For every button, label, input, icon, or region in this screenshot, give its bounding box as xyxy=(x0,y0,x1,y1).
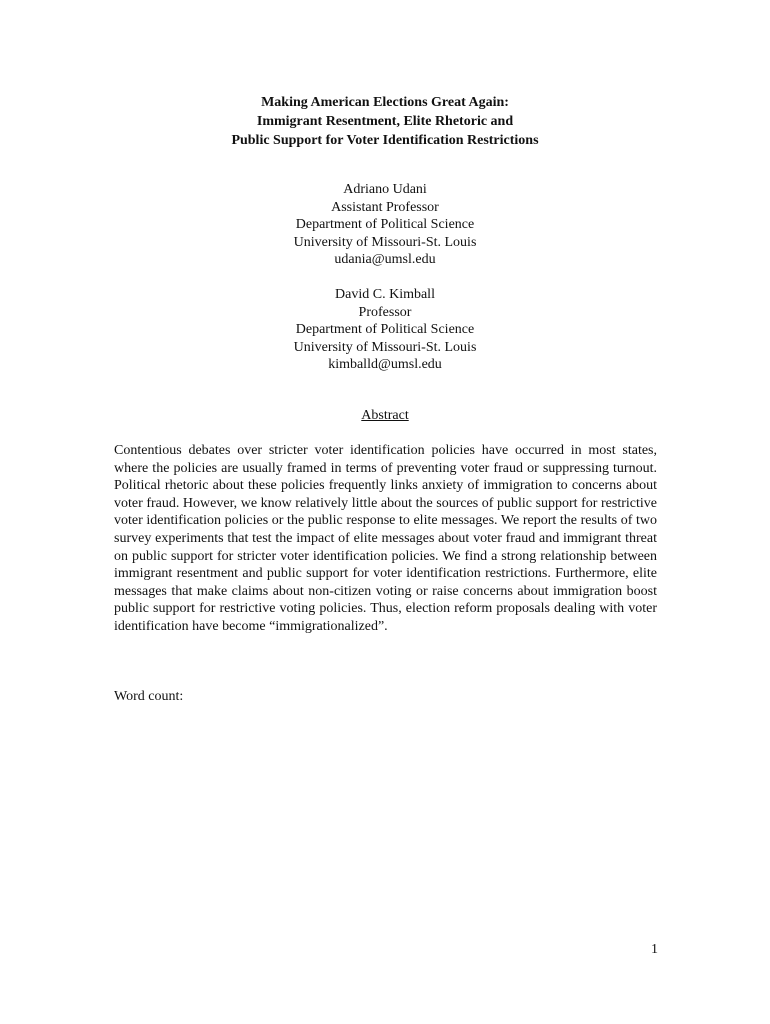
author-email: udania@umsl.edu xyxy=(334,252,436,267)
author-position: Professor xyxy=(358,304,412,320)
title-line-2: Immigrant Resentment, Elite Rhetoric and xyxy=(256,114,514,129)
author-block-udani xyxy=(0,181,770,269)
author-email: kimballd@umsl.edu xyxy=(328,357,442,372)
abstract-heading: Abstract xyxy=(361,408,409,423)
author-position: Assistant Professor xyxy=(331,199,439,215)
author-university: University of Missouri-St. Louis xyxy=(293,339,477,355)
author-university: University of Missouri-St. Louis xyxy=(293,234,477,250)
title-line-3: Public Support for Voter Identification Restrictions xyxy=(231,133,539,148)
page-number: 1 xyxy=(651,942,658,957)
author-department: Department of Political Science xyxy=(295,217,475,232)
word-count-label: Word count: xyxy=(114,689,184,704)
author-name: Adriano Udani xyxy=(343,182,427,197)
title-line-1: Making American Elections Great Again: xyxy=(261,95,509,110)
paper-title xyxy=(0,93,770,150)
author-block-kimball xyxy=(0,286,770,374)
author-department: Department of Political Science xyxy=(295,322,475,337)
author-name: David C. Kimball xyxy=(335,287,435,302)
abstract-body: Contentious debates over stricter voter identification policies have occurred in most states, where the policies are usually framed in terms of preventing voter fraud or suppressing turnout. Political rhetoric about these policies frequently links anxiety of immigration to concerns about voter fraud. However, we know relatively little about the sources of public support for restrictive voter identification policies or the public response to elite messages. We report the results of two survey experiments that test the impact of elite messages about voter fraud and immigrant threat on public support for stricter voter identification policies. We find a strong relationship between immigrant resentment and public support for voter identification restrictions. Furthermore, elite messages that make claims about non-citizen voting or raise concerns about immigration boost public support for restrictive voting policies. Thus, election reform proposals dealing with voter identification have become “immigrationalized”. xyxy=(114,443,657,634)
